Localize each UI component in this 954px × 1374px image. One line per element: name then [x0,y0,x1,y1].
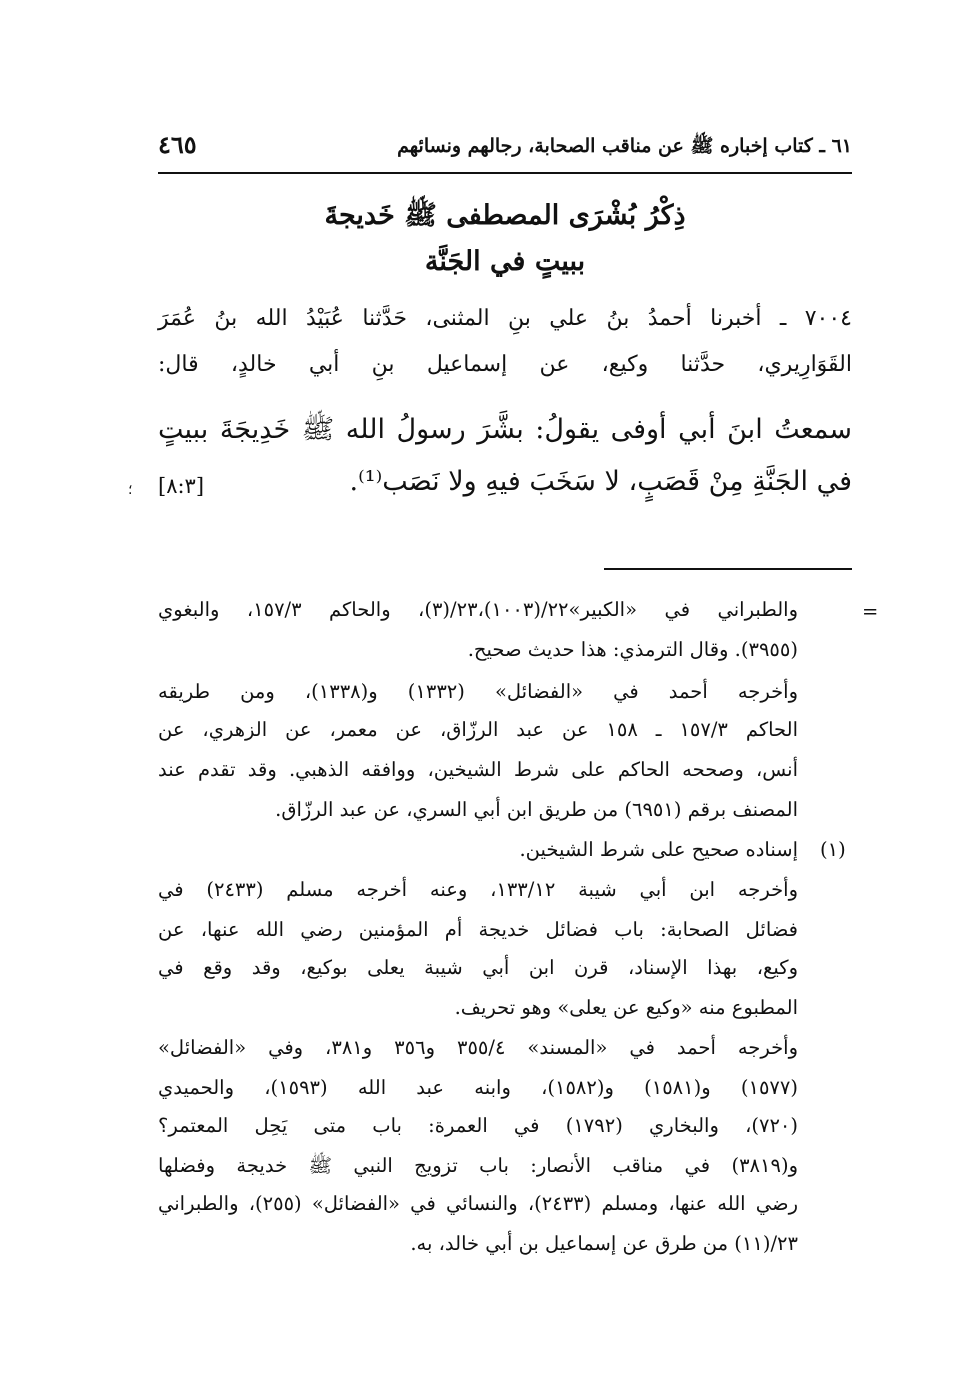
footnote-line: وأخرجه ابن أبي شيبة ١٣٣/١٢، وعنه أخرجه مسلم (٢٤٣٣) في [158,878,798,901]
footnote-line: أنس، وصححه الحاكم على شرط الشيخين، ووافقه الذهبي. وقد تقدم عند [158,758,798,781]
footnote-line: المطبوع منه «وكيع عن يعلى» وهو تحريف. [454,996,798,1019]
chapter-title-line-1: ذِكْرُ بُشْرَى المصطفى ﷺ خَديجةَ [324,200,686,231]
running-title: ٦١ ـ كتاب إخباره ﷺ عن مناقب الصحابة، رجالهم ونسائهم [397,135,852,157]
footnote-line: والطبراني في «الكبير»٢٢/(١٠٠٣)،٢٣/(٣)، والحاكم ١٥٧/٣، والبغوي [158,598,798,621]
hadith-matn-line-1: سمعتُ ابنَ أبي أوفى يقولُ: بشَّرَ رسولُ الله ﷺ خَدِيجَةَ ببيتٍ [158,414,852,445]
margin-mark: ؛ [128,482,133,498]
footnote-line: الحاكم ١٥٧/٣ ـ ١٥٨ عن عبد الرزّاق، عن معمر، عن الزهري، عن [158,718,798,741]
page-header [158,128,852,174]
page-number: ٤٦٥ [158,130,197,159]
hadith-reference: [٨:٣] [158,474,205,498]
hadith-isnad-line-2: القَوَارِيري، حدَّثنا وكيع، عن إسماعيل بنِ أبي خالدٍ، قال: [158,352,852,377]
footnote-separator [604,568,852,570]
footnote-line: (١٥٧٧) و(١٥٨١) و(١٥٨٢)، وابنه عبد الله (١٥٩٣)، والحميدي [158,1076,798,1099]
footnote-line: و(٣٨١٩) في مناقب الأنصار: باب تزويج النبي ﷺ خديجة وفضلها [158,1154,798,1177]
hadith-matn-line-2: في الجَنَّةِ مِنْ قَصَبٍ، لا سَخَبَ فيهِ ولا نَصَب⁽¹⁾. [349,466,852,497]
footnote-line: وأخرجه أحمد في «المسند» ٣٥٥/٤ و٣٥٦ و٣٨١، وفي «الفضائل» [158,1036,798,1059]
footnote-continuation-marker: = [862,600,879,623]
footnote-line: المصنف برقم (٦٩٥١) من طريق ابن أبي السري، عن عبد الرزّاق. [275,798,798,821]
footnote-line: (٣٩٥٥). وقال الترمذي: هذا حديث صحيح. [467,638,798,661]
footnote-1-marker: (١) [820,838,846,861]
footnote-line: فضائل الصحابة: باب فضائل خديجة أم المؤمنين رضي الله عنها، عن [158,918,798,941]
hadith-isnad-line-1: ٧٠٠٤ ـ أخبرنا أحمدُ بنُ علي بنِ المثنى، حَدَّثنا عُبَيْدُ الله بنُ عُمَرَ [158,306,852,331]
footnote-line: وأخرجه أحمد في «الفضائل» (١٣٣٢) و(١٣٣٨)، ومن طريقه [158,680,798,703]
footnote-line: رضي الله عنها، ومسلم (٢٤٣٣)، والنسائي في «الفضائل» (٢٥٥)، والطبراني [158,1192,798,1215]
chapter-title-line-2: ببيتٍ في الجَنَّة [424,246,586,277]
footnote-line: ٢٣/(١١) من طرق عن إسماعيل بن أبي خالد، به. [410,1232,798,1255]
footnote-line: (٧٢٠)، والبخاري (١٧٩٢) في العمرة: باب متى يَحِل المعتمر؟ [158,1114,799,1137]
footnote-line: إسناده صحيح على شرط الشيخين. [519,838,798,861]
footnote-line: وكيع، بهذا الإسناد، قرن ابن أبي شيبة يعلى بوكيع، وقد وقع في [158,956,798,979]
